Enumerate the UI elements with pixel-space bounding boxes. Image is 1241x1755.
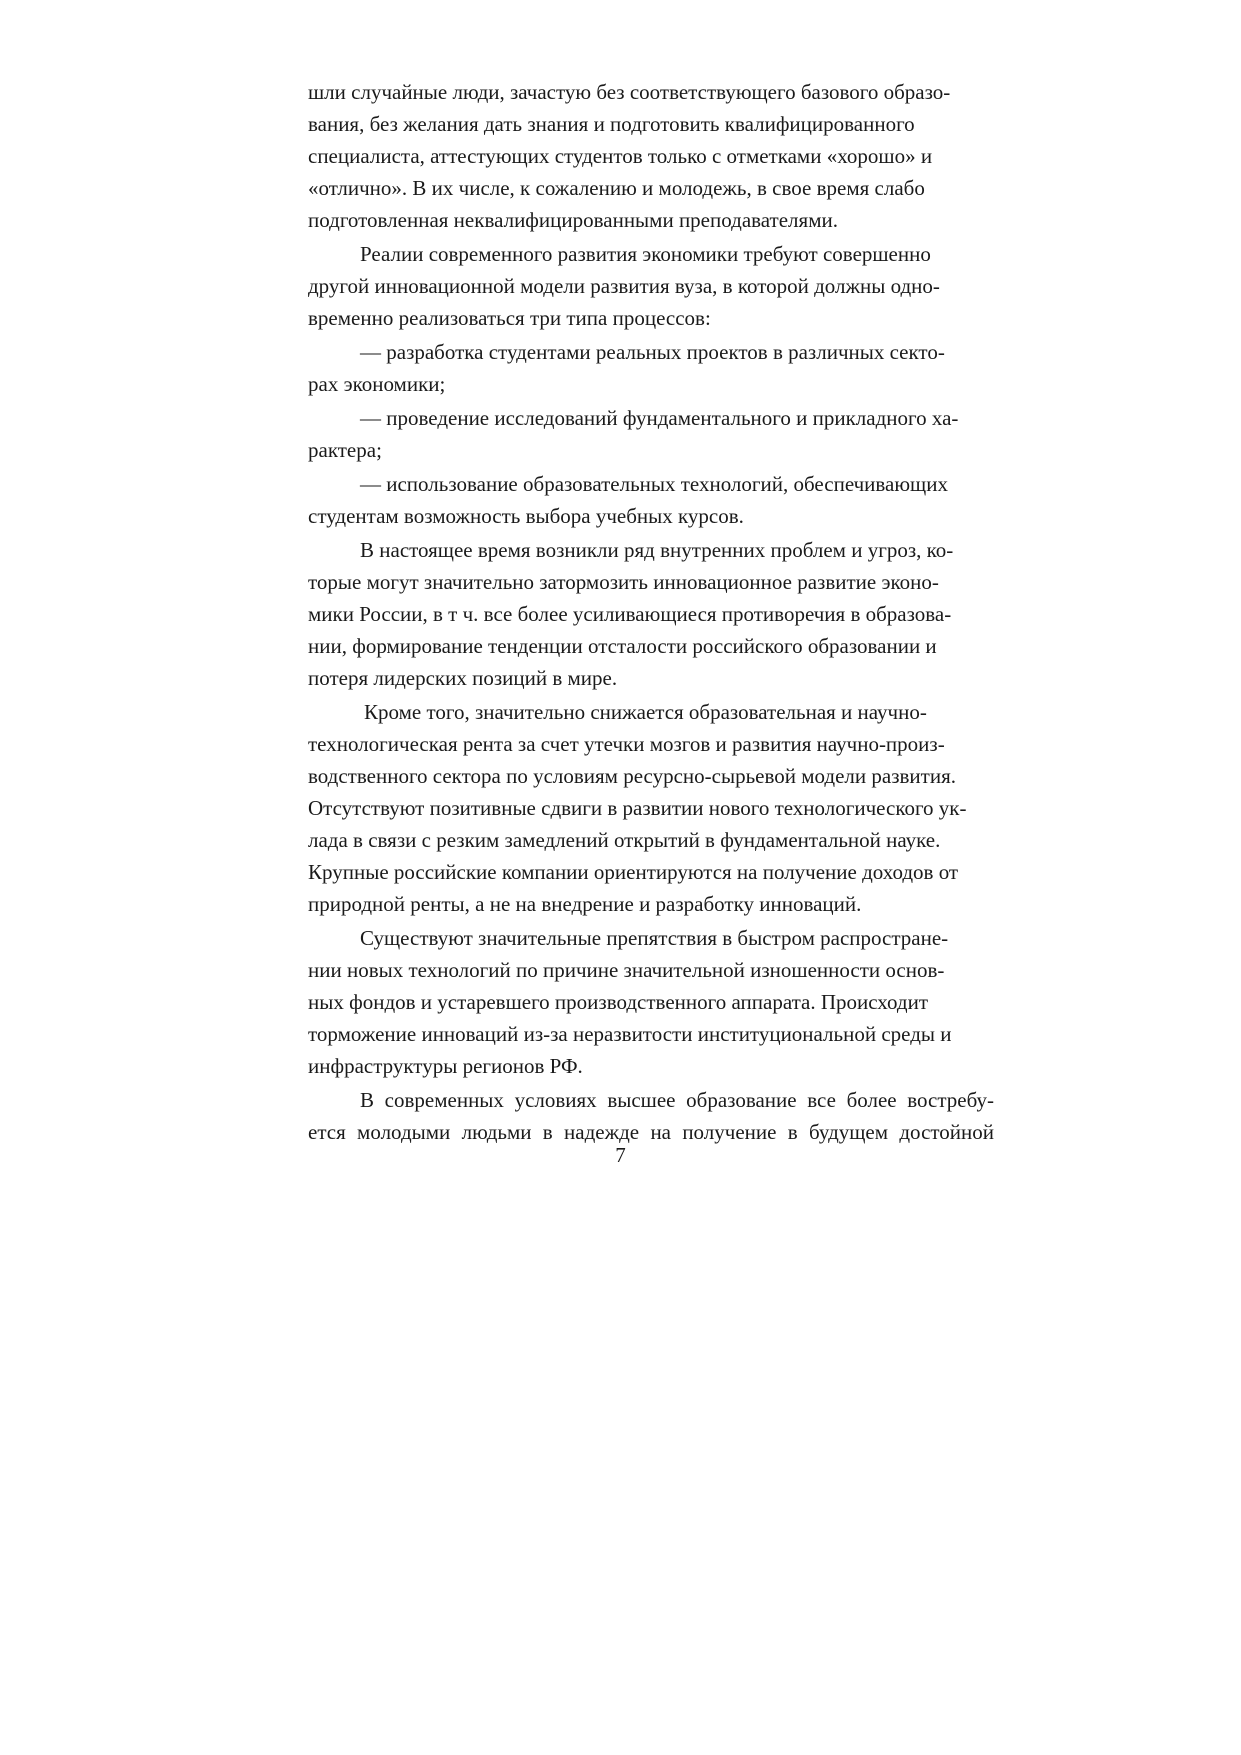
text-line: — использование образовательных технологий, обеспечивающих <box>360 472 948 496</box>
text-line: рах экономики; <box>308 372 446 396</box>
list-item-2 <box>308 402 994 466</box>
text-line: торможение инноваций из-за неразвитости институциональной среды и <box>308 1022 952 1046</box>
list-item-3 <box>308 468 994 532</box>
text-line: Реалии современного развития экономики требуют совершенно <box>360 242 931 266</box>
text-line: природной ренты, а не на внедрение и разработку инноваций. <box>308 892 862 916</box>
paragraph-6 <box>308 1084 994 1148</box>
text-line: студентам возможность выбора учебных курсов. <box>308 504 744 528</box>
paragraph-3 <box>308 534 994 694</box>
text-line: Существуют значительные препятствия в быстром распростране- <box>360 926 949 950</box>
text-line: Кроме того, значительно снижается образовательная и научно- <box>364 700 927 724</box>
paragraph-1 <box>308 76 994 236</box>
text-line: нии новых технологий по причине значительной изношенности основ- <box>308 958 945 982</box>
text-line: Крупные российские компании ориентируются на получение доходов от <box>308 860 959 884</box>
text-line: В современных условиях высшее образование все более востребу- <box>360 1088 994 1112</box>
text-line: нии, формирование тенденции отсталости российского образовании и <box>308 634 937 658</box>
page-number: 7 <box>615 1143 626 1167</box>
text-line: рактера; <box>308 438 382 462</box>
text-line: потеря лидерских позиций в мире. <box>308 666 618 690</box>
text-line: вания, без желания дать знания и подготовить квалифицированного <box>308 112 915 136</box>
document-page <box>308 76 994 1148</box>
text-line: технологическая рента за счет утечки мозгов и развития научно-произ- <box>308 732 945 756</box>
text-line: ных фондов и устаревшего производственного аппарата. Происходит <box>308 990 928 1014</box>
text-line: шли случайные люди, зачастую без соответствующего базового образо- <box>308 80 951 104</box>
text-line: мики России, в т ч. все более усиливающиеся противоречия в образова- <box>308 602 952 626</box>
list-item-1 <box>308 336 994 400</box>
text-line: — разработка студентами реальных проектов в различных секто- <box>360 340 945 364</box>
text-line: — проведение исследований фундаментального и прикладного ха- <box>360 406 959 430</box>
text-line: ется молодыми людьми в надежде на получение в будущем достойной <box>308 1120 994 1144</box>
text-line: торые могут значительно затормозить инновационное развитие эконо- <box>308 570 939 594</box>
text-line: Отсутствуют позитивные сдвиги в развитии нового технологического ук- <box>308 796 967 820</box>
text-line: инфраструктуры регионов РФ. <box>308 1054 583 1078</box>
text-line: специалиста, аттестующих студентов только с отметками «хорошо» и <box>308 144 933 168</box>
text-line: В настоящее время возникли ряд внутренних проблем и угроз, ко- <box>360 538 954 562</box>
text-line: временно реализоваться три типа процессов: <box>308 306 711 330</box>
text-line: подготовленная неквалифицированными преподавателями. <box>308 208 838 232</box>
text-line: лада в связи с резким замедлений открытий в фундаментальной науке. <box>308 828 941 852</box>
paragraph-5 <box>308 922 994 1082</box>
paragraph-4 <box>308 696 994 920</box>
text-line: водственного сектора по условиям ресурсно-сырьевой модели развития. <box>308 764 956 788</box>
text-line: другой инновационной модели развития вуза, в которой должны одно- <box>308 274 940 298</box>
text-line: «отлично». В их числе, к сожалению и молодежь, в свое время слабо <box>308 176 925 200</box>
paragraph-2 <box>308 238 994 334</box>
